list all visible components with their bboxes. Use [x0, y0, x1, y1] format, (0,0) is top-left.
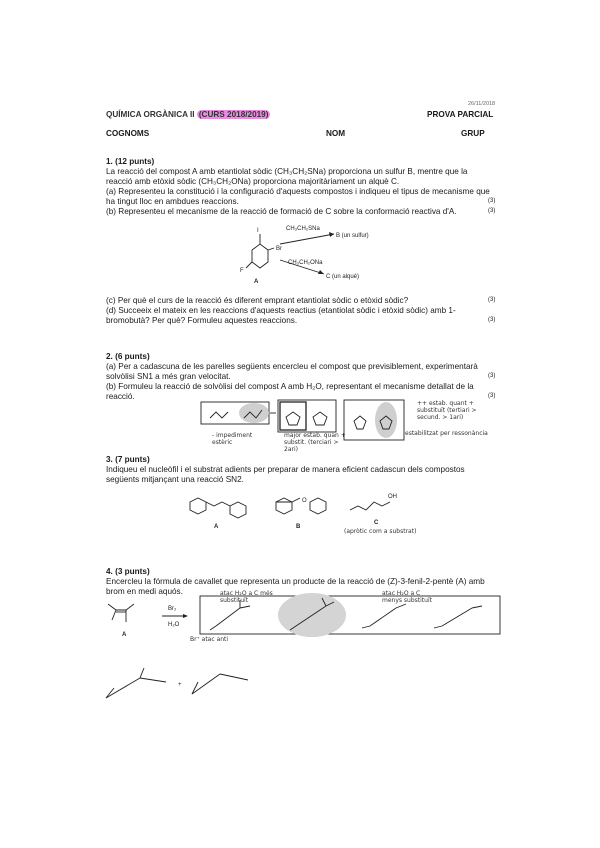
- q4-title: 4. (3 punts): [106, 567, 150, 576]
- course-title: [106, 110, 270, 120]
- q4-note-1: atac H₂O a C més substituït: [220, 590, 273, 604]
- pair-2-ring-a: [286, 412, 300, 425]
- pair-3-circle: [375, 402, 397, 438]
- target-a-label: A: [214, 524, 219, 530]
- q2-line-1: (a) Per a cadascuna de les parelles següents encercleu el compost que previsiblement, experimentarà: [106, 362, 478, 371]
- q1-line-7: (d) Succeeix el mateix en les reaccions d'aquests reactius (etantiolat sòdic i etòxid sòdic) amb 1-: [106, 306, 456, 315]
- q1-reaction-scheme: [230, 222, 369, 288]
- q4-reaction-scheme: [100, 590, 502, 710]
- q1-title: 1. (12 punts): [106, 157, 155, 166]
- reagent-2: CH₃CH₂ONa: [288, 260, 323, 266]
- pair-2-circle: [280, 402, 306, 430]
- target-c-structure: [350, 502, 390, 510]
- q1-points-c: (3): [488, 297, 496, 303]
- q2-note-stability: major estab. quan + substit. (terciari > 2ari): [284, 432, 346, 453]
- atom-br: Br: [276, 246, 282, 252]
- reagent-br2: Br₂: [168, 606, 177, 612]
- q1-line-6: (c) Per què el curs de la reacció és diferent emprant etantiolat sòdic o etòxid sòdic?: [106, 296, 409, 305]
- atom-f: F: [240, 268, 244, 274]
- alkene-a-structure: [108, 604, 134, 622]
- q4-line-1: Encercleu la fórmula de cavallet que representa un producte de la reacció de (Z)-3-fenil-2-pentè (A) amb: [106, 577, 485, 586]
- q1-points-b: (3): [488, 208, 496, 214]
- q1-line-1: La reacció del compost A amb etantiolat sòdic (CH₃CH₂SNa) proporciona un sulfur B, mentre que la: [106, 167, 468, 176]
- surname-label: COGNOMS: [106, 129, 150, 138]
- pair-2-ring-b: [313, 412, 327, 425]
- solvent-h2o: H₂O: [168, 622, 180, 628]
- q3-line-1: Indiqueu el nucleòfil i el substrat adients per preparar de manera eficient cadascun dels compostos: [106, 465, 465, 474]
- handwritten-product-1: [106, 668, 166, 698]
- group-label: GRUP: [461, 129, 485, 138]
- q1-points-d: (3): [488, 317, 496, 323]
- q2-points-a: (3): [488, 373, 496, 379]
- q2-points-b: (3): [488, 393, 496, 399]
- alkene-a-label: A: [122, 632, 127, 638]
- exam-type: PROVA PARCIAL: [427, 110, 494, 119]
- atom-oh: OH: [388, 494, 397, 500]
- exam-date: 26/11/2018: [468, 101, 496, 107]
- q2-note-right: ++ estab. quant + substituït (tertiari > secund. > 1ari): [417, 400, 477, 421]
- arrow-to-b: [280, 234, 334, 244]
- atom-i: I: [257, 228, 259, 234]
- arrowhead-b: [329, 232, 334, 237]
- product-c: C (un alquè): [326, 274, 360, 280]
- reagent-1: CH₃CH₂SNa: [286, 226, 320, 232]
- q3-note-c: (apròtic com a substrat): [344, 528, 417, 535]
- sawhorse-1: [210, 600, 250, 630]
- q1-line-4: ha tingut lloc en ambdues reaccions.: [106, 197, 239, 206]
- pair-1-circle: [239, 403, 269, 423]
- compound-a-label: A: [254, 279, 259, 285]
- pair-1-mol-a: [210, 412, 228, 418]
- name-label: NOM: [326, 129, 346, 138]
- handwritten-product-2: [192, 674, 248, 694]
- target-a-structure: [190, 498, 246, 518]
- atom-o: O: [302, 498, 307, 504]
- q3-line-2: següents mitjançant una reacció SN2.: [106, 475, 244, 484]
- q3-title: 3. (7 punts): [106, 455, 150, 464]
- product-b: B (un sulfur): [336, 233, 369, 239]
- compound-a-structure: [246, 234, 274, 268]
- q4-line-2: brom en medi aquós.: [106, 587, 183, 596]
- course-name: QUÍMICA ORGÀNICA II: [106, 110, 195, 119]
- q2-note-resonance: estabilitzat per ressonància: [405, 430, 488, 437]
- q1-line-5: (b) Representeu el mecanisme de la reacció de formació de C sobre la conformació reactiva d'A.: [106, 207, 457, 216]
- q2-note-steric: - impediment estèric: [212, 432, 253, 446]
- q1-points-a: (3): [488, 198, 496, 204]
- q2-title: 2. (6 punts): [106, 352, 150, 361]
- q2-line-4: reacció.: [106, 392, 135, 401]
- sawhorse-3: [362, 604, 406, 628]
- plus-sign: +: [178, 682, 182, 688]
- target-b-structure: [276, 498, 326, 514]
- q2-line-3: (b) Formuleu la reacció de solvòlisi del compost A amb H₂O, representant el mecanisme detallat de la: [106, 382, 474, 391]
- course-year-highlight: (CURS 2018/2019): [198, 110, 269, 119]
- pair-3-ring-a: [354, 416, 366, 429]
- q1-line-2: reacció amb etòxid sòdic (CH₃CH₂ONa) proporciona majoritàriament un alquè C.: [106, 177, 400, 186]
- q1-line-3: (a) Representeu la constitució i la configuració d'aquests compostos i indiqueu el tipus de mecanisme que: [106, 187, 490, 196]
- q4-note-2: atac H₂O a C menys substituït: [382, 590, 432, 604]
- q2-line-2: solvòlisi SN1 a més gran velocitat.: [106, 372, 231, 381]
- target-c-label: C: [374, 520, 379, 526]
- sawhorse-4: [434, 606, 482, 628]
- q1-line-8: bromobutà? Per què? Formuleu aquestes reaccions.: [106, 316, 298, 325]
- target-b-label: B: [296, 524, 301, 530]
- q4-note-anti: Br⁺ atac anti: [190, 636, 229, 643]
